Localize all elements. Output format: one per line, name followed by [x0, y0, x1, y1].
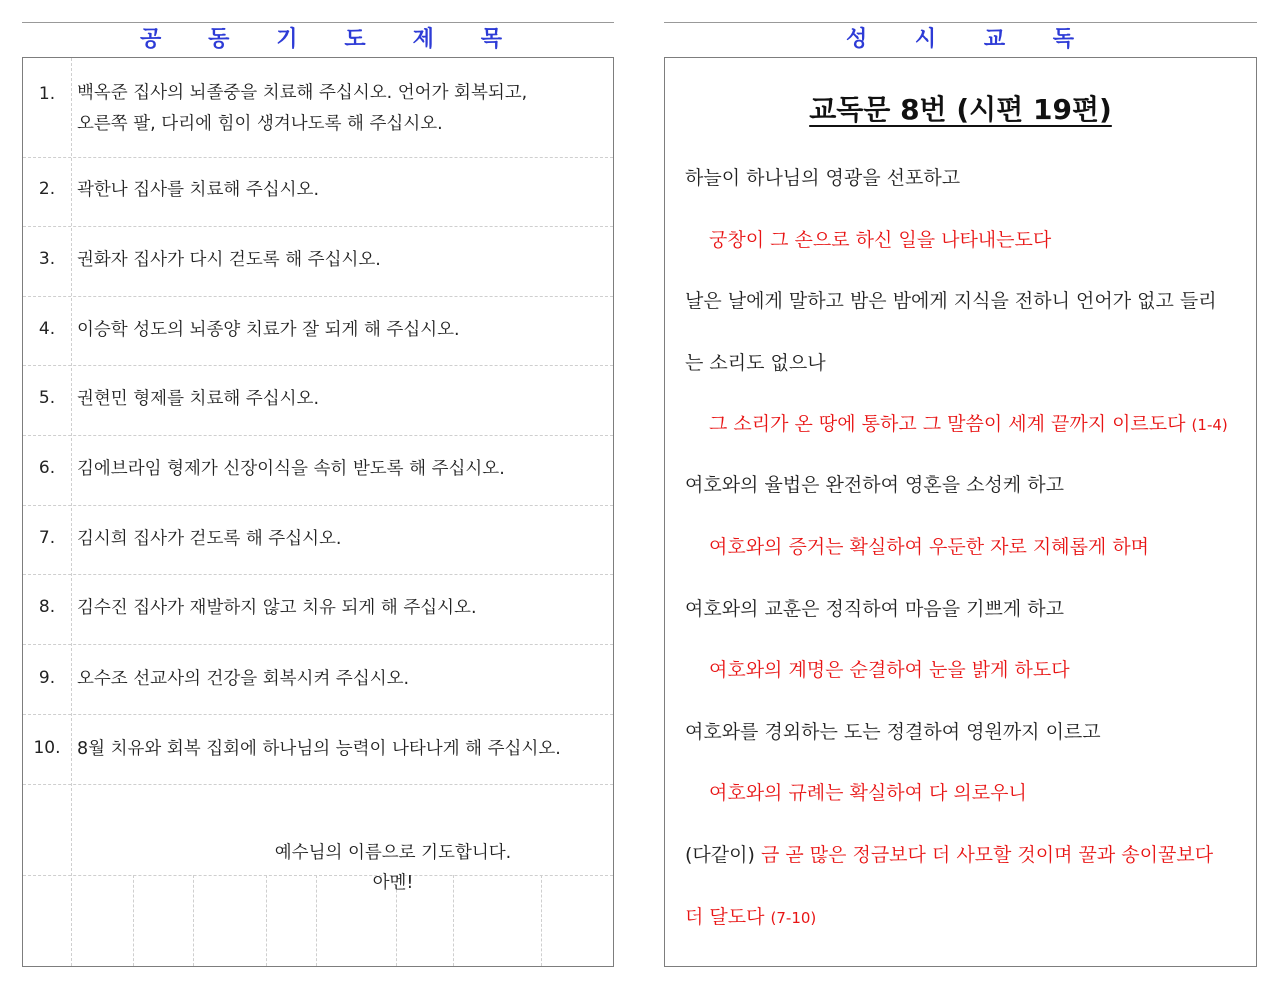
left-heading-char: 제: [412, 27, 434, 52]
reading-line: 여호와를 경외하는 도는 정결하여 영원까지 이르고: [685, 721, 1101, 743]
closing-line: 예수님의 이름으로 기도합니다.: [274, 843, 512, 863]
unison-text: 더 달도다: [685, 906, 765, 928]
reading-line: 하늘이 하나님의 영광을 선포하고: [685, 167, 961, 189]
responsive-reading-panel: [664, 57, 1257, 967]
left-heading-char: 기: [276, 27, 298, 52]
prayer-text: 권현민 형제를 치료해 주십시오.: [77, 389, 320, 409]
reading-line: 여호와의 율법은 완전하여 영혼을 소성케 하고: [685, 474, 1064, 496]
prayer-item: [23, 296, 613, 366]
response-line: 궁창이 그 손으로 하신 일을 나타내는도다: [709, 229, 1052, 251]
prayer-text: 곽한나 집사를 치료해 주십시오.: [77, 180, 320, 200]
prayer-number: 2.: [38, 179, 56, 199]
prayer-item: [23, 574, 613, 645]
right-heading-char: 성: [846, 27, 868, 52]
response-text: 그 소리가 온 땅에 통하고 그 말씀이 세계 끝까지 이르도다: [709, 413, 1186, 435]
prayer-item: [23, 714, 613, 785]
prayer-number: 3.: [38, 249, 56, 269]
prayer-text: 김에브라임 형제가 신장이식을 속히 받도록 해 주십시오.: [77, 459, 505, 479]
left-heading-char: 공: [140, 27, 162, 52]
prayer-text: 백옥준 집사의 뇌졸중을 치료해 주십시오. 언어가 회복되고, 오른쪽 팔, 다리에 힘이 생겨나도록 해 주십시오.: [77, 83, 528, 134]
prayer-item: [23, 505, 613, 575]
prayer-number: 5.: [38, 388, 56, 408]
right-heading-char: 독: [1052, 27, 1074, 52]
left-heading-char: 목: [480, 27, 502, 52]
prayer-text: 김시희 집사가 걷도록 해 주십시오.: [77, 529, 342, 549]
prayer-number: 1.: [38, 84, 56, 104]
prayer-text: 오수조 선교사의 건강을 회복시켜 주십시오.: [77, 669, 410, 689]
prayer-item: [23, 226, 613, 297]
reading-line: 여호와의 교훈은 정직하여 마음을 기쁘게 하고: [685, 598, 1064, 620]
prayer-item: [23, 58, 613, 158]
closing-prayer: [193, 838, 593, 898]
reading-line: 는 소리도 없으나: [685, 352, 826, 374]
prayer-text: 김수진 집사가 재발하지 않고 치유 되게 해 주십시오.: [77, 598, 477, 618]
prayer-list-panel: [22, 57, 614, 967]
prayer-number: 8.: [38, 597, 56, 617]
prayer-item: [23, 157, 613, 227]
prayer-number: 7.: [38, 528, 56, 548]
reading-line: 날은 날에게 말하고 밤은 밤에게 지식을 전하니 언어가 없고 들리: [685, 290, 1217, 312]
right-heading-char: 시: [914, 27, 937, 52]
reading-title: [665, 88, 1256, 128]
prayer-number: 10.: [33, 738, 61, 758]
prayer-text: 8월 치유와 회복 집회에 하나님의 능력이 나타나게 해 주십시오.: [77, 739, 561, 759]
left-top-rule: [22, 22, 614, 23]
unison-line: [685, 841, 1250, 869]
verse-reference: (7-10): [770, 909, 817, 927]
verse-reference: (1-4): [1191, 416, 1228, 434]
unison-text: 금 곧 많은 정금보다 더 사모할 것이며 꿀과 송이꿀보다: [760, 844, 1214, 866]
prayer-number: 9.: [38, 668, 56, 688]
right-top-rule: [664, 22, 1257, 23]
right-heading: [846, 26, 1074, 54]
response-line: [709, 410, 1250, 439]
prayer-item: [23, 644, 613, 715]
amen-line: 아멘!: [372, 873, 414, 893]
reading-title-text: 교독문 8번 (시편 19편): [809, 93, 1112, 126]
grid-line: [133, 875, 134, 966]
prayer-item: [23, 365, 613, 436]
unison-label: (다같이): [685, 844, 755, 866]
prayer-text: 이승학 성도의 뇌종양 치료가 잘 되게 해 주십시오.: [77, 320, 460, 340]
unison-line: [685, 903, 1250, 932]
prayer-text: 권화자 집사가 다시 걷도록 해 주십시오.: [77, 250, 381, 270]
left-heading: [140, 26, 502, 54]
left-heading-char: 도: [344, 27, 366, 52]
prayer-number: 4.: [38, 319, 56, 339]
response-line: 여호와의 규례는 확실하여 다 의로우니: [709, 782, 1027, 804]
prayer-number: 6.: [38, 458, 56, 478]
right-heading-char: 교: [983, 27, 1006, 52]
left-heading-char: 동: [208, 27, 230, 52]
response-line: 여호와의 계명은 순결하여 눈을 밝게 하도다: [709, 659, 1070, 681]
response-line: 여호와의 증거는 확실하여 우둔한 자로 지혜롭게 하며: [709, 536, 1150, 558]
prayer-item: [23, 435, 613, 506]
